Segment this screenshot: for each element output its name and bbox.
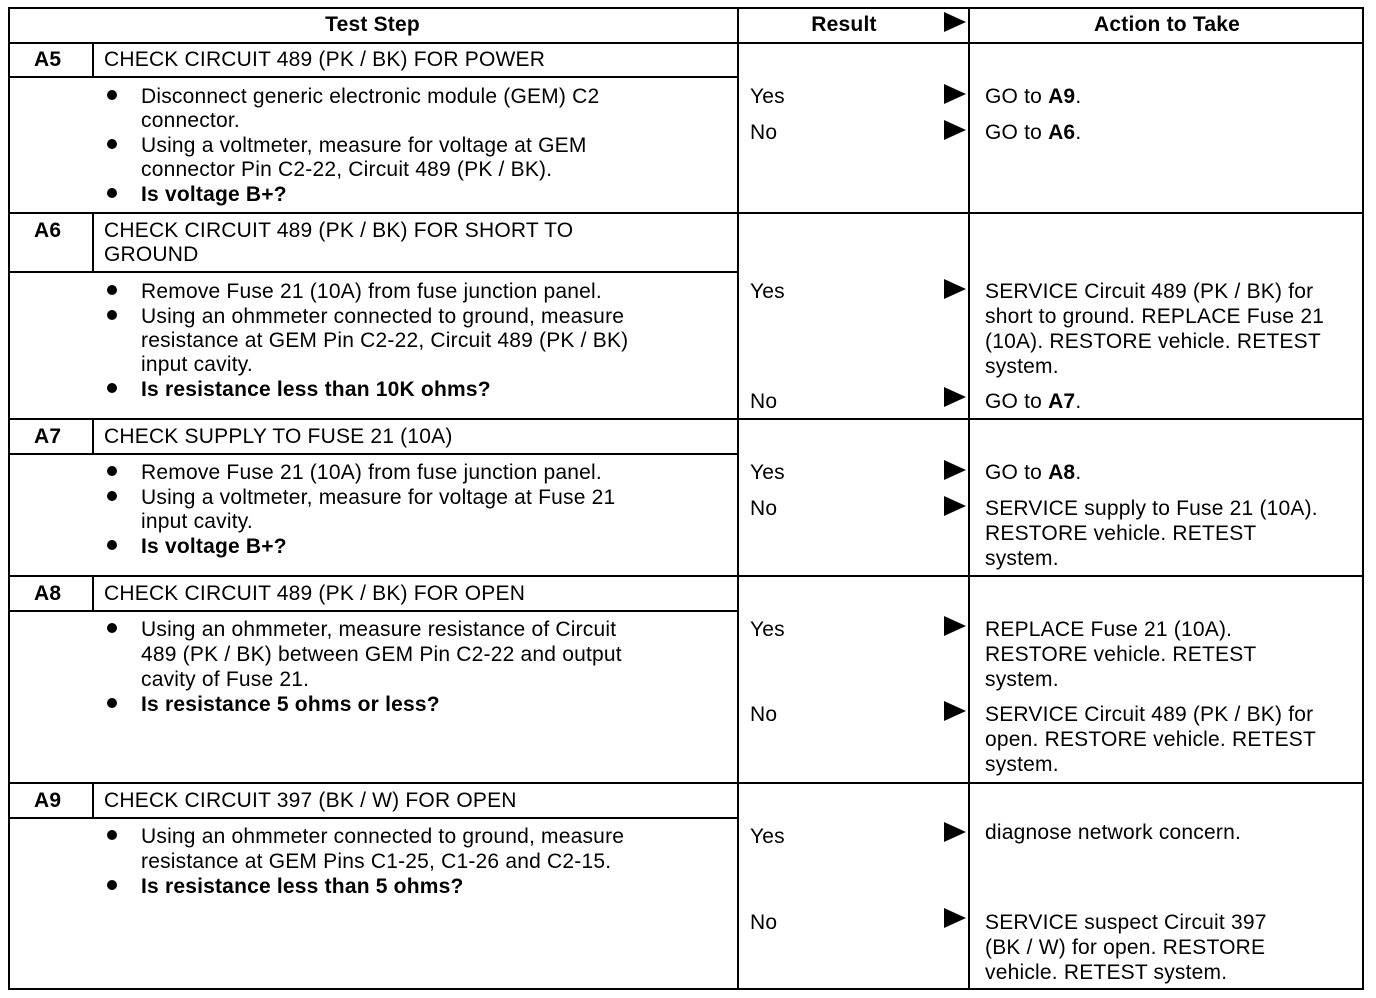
step-separator [8,418,1364,420]
action-text: open. RESTORE vehicle. RETEST [985,728,1317,751]
step-separator [8,212,1364,214]
bullet-icon [107,310,117,320]
arrow-icon [944,616,966,636]
bullet-question: Is voltage B+? [141,535,287,558]
step-id: A8 [34,582,62,605]
arrow-icon [944,120,966,140]
result-yes: Yes [750,85,785,108]
result-yes: Yes [750,280,785,303]
bullet-text: 489 (PK / BK) between GEM Pin C2-22 and output [141,643,622,666]
bullet-icon [107,90,117,100]
bullet-icon [107,698,117,708]
step-id: A6 [34,219,62,242]
id-divider [92,782,94,817]
bullet-text: connector Pin C2-22, Circuit 489 (PK / BK). [141,158,553,181]
bullet-icon [107,491,117,501]
header-test-step: Test Step [325,13,420,36]
result-yes: Yes [750,825,785,848]
title-underline [8,610,737,612]
id-divider [92,575,94,610]
action-text: RESTORE vehicle. RETEST [985,522,1257,545]
action-text: GO to A9. [985,85,1082,108]
step-title: CHECK CIRCUIT 397 (BK / W) FOR OPEN [104,789,517,812]
arrow-icon [944,822,966,842]
arrow-icon [944,908,966,928]
action-text: REPLACE Fuse 21 (10A). [985,618,1233,641]
bullet-text: Remove Fuse 21 (10A) from fuse junction panel. [141,461,602,484]
action-text: SERVICE suspect Circuit 397 [985,911,1267,934]
bullet-icon [107,383,117,393]
title-underline [8,817,737,819]
bullet-question: Is resistance less than 5 ohms? [141,875,464,898]
arrow-icon [944,701,966,721]
action-text: SERVICE supply to Fuse 21 (10A). [985,497,1318,520]
header-result: Result [811,13,877,36]
bullet-text: resistance at GEM Pin C2-22, Circuit 489 (PK / BK) [141,329,629,352]
action-text: GO to A6. [985,121,1082,144]
result-no: No [750,911,778,934]
bullet-text: input cavity. [141,510,253,533]
bullet-icon [107,623,117,633]
bullet-text: cavity of Fuse 21. [141,668,310,691]
bullet-icon [107,285,117,295]
step-title: GROUND [104,243,199,266]
col-divider-action [968,7,970,990]
bullet-text: Using an ohmmeter connected to ground, measure [141,825,625,848]
bullet-icon [107,466,117,476]
bullet-question: Is resistance less than 10K ohms? [141,378,491,401]
bullet-text: Using a voltmeter, measure for voltage at GEM [141,134,587,157]
bullet-text: Using an ohmmeter connected to ground, measure [141,305,625,328]
arrow-icon [944,387,966,407]
bullet-question: Is voltage B+? [141,183,287,206]
action-text: GO to A7. [985,390,1082,413]
result-no: No [750,497,778,520]
step-separator [8,782,1364,784]
id-divider [92,42,94,76]
col-divider-result [737,7,739,990]
arrow-icon [944,496,966,516]
bullet-icon [107,880,117,890]
action-text: (10A). RESTORE vehicle. RETEST [985,330,1321,353]
action-text: system. [985,355,1059,378]
action-text: vehicle. RETEST system. [985,961,1228,984]
action-text: GO to A8. [985,461,1082,484]
arrow-icon [944,279,966,299]
id-divider [92,418,94,453]
action-text: short to ground. REPLACE Fuse 21 [985,305,1325,328]
step-title: CHECK CIRCUIT 489 (PK / BK) FOR POWER [104,48,546,71]
step-id: A9 [34,789,62,812]
id-divider [92,212,94,271]
bullet-icon [107,139,117,149]
bullet-text: connector. [141,109,240,132]
action-text: SERVICE Circuit 489 (PK / BK) for [985,280,1314,303]
bullet-icon [107,830,117,840]
action-text: system. [985,668,1059,691]
bullet-text: input cavity. [141,353,253,376]
arrow-icon [944,460,966,480]
step-title: CHECK CIRCUIT 489 (PK / BK) FOR SHORT TO [104,219,574,242]
bullet-text: Remove Fuse 21 (10A) from fuse junction panel. [141,280,602,303]
action-text: SERVICE Circuit 489 (PK / BK) for [985,703,1314,726]
title-underline [8,271,737,273]
action-text: system. [985,547,1059,570]
result-yes: Yes [750,618,785,641]
header-divider [8,42,1364,44]
step-id: A5 [34,48,62,71]
header-action: Action to Take [1094,13,1240,36]
bullet-text: Using an ohmmeter, measure resistance of Circuit [141,618,617,641]
arrow-icon [944,84,966,104]
title-underline [8,76,737,78]
result-no: No [750,121,778,144]
action-text: RESTORE vehicle. RETEST [985,643,1257,666]
step-id: A7 [34,425,62,448]
step-separator [8,575,1364,577]
action-text: (BK / W) for open. RESTORE [985,936,1266,959]
title-underline [8,453,737,455]
bullet-icon [107,188,117,198]
action-text: diagnose network concern. [985,821,1241,844]
bullet-question: Is resistance 5 ohms or less? [141,693,440,716]
header-arrow-icon [944,12,966,32]
step-title: CHECK SUPPLY TO FUSE 21 (10A) [104,425,453,448]
bullet-text: Using a voltmeter, measure for voltage at Fuse 21 [141,486,616,509]
action-text: system. [985,753,1059,776]
result-no: No [750,390,778,413]
bullet-text: resistance at GEM Pins C1-25, C1-26 and C2-15. [141,850,612,873]
result-no: No [750,703,778,726]
bullet-icon [107,540,117,550]
bullet-text: Disconnect generic electronic module (GEM) C2 [141,85,600,108]
result-yes: Yes [750,461,785,484]
step-title: CHECK CIRCUIT 489 (PK / BK) FOR OPEN [104,582,526,605]
